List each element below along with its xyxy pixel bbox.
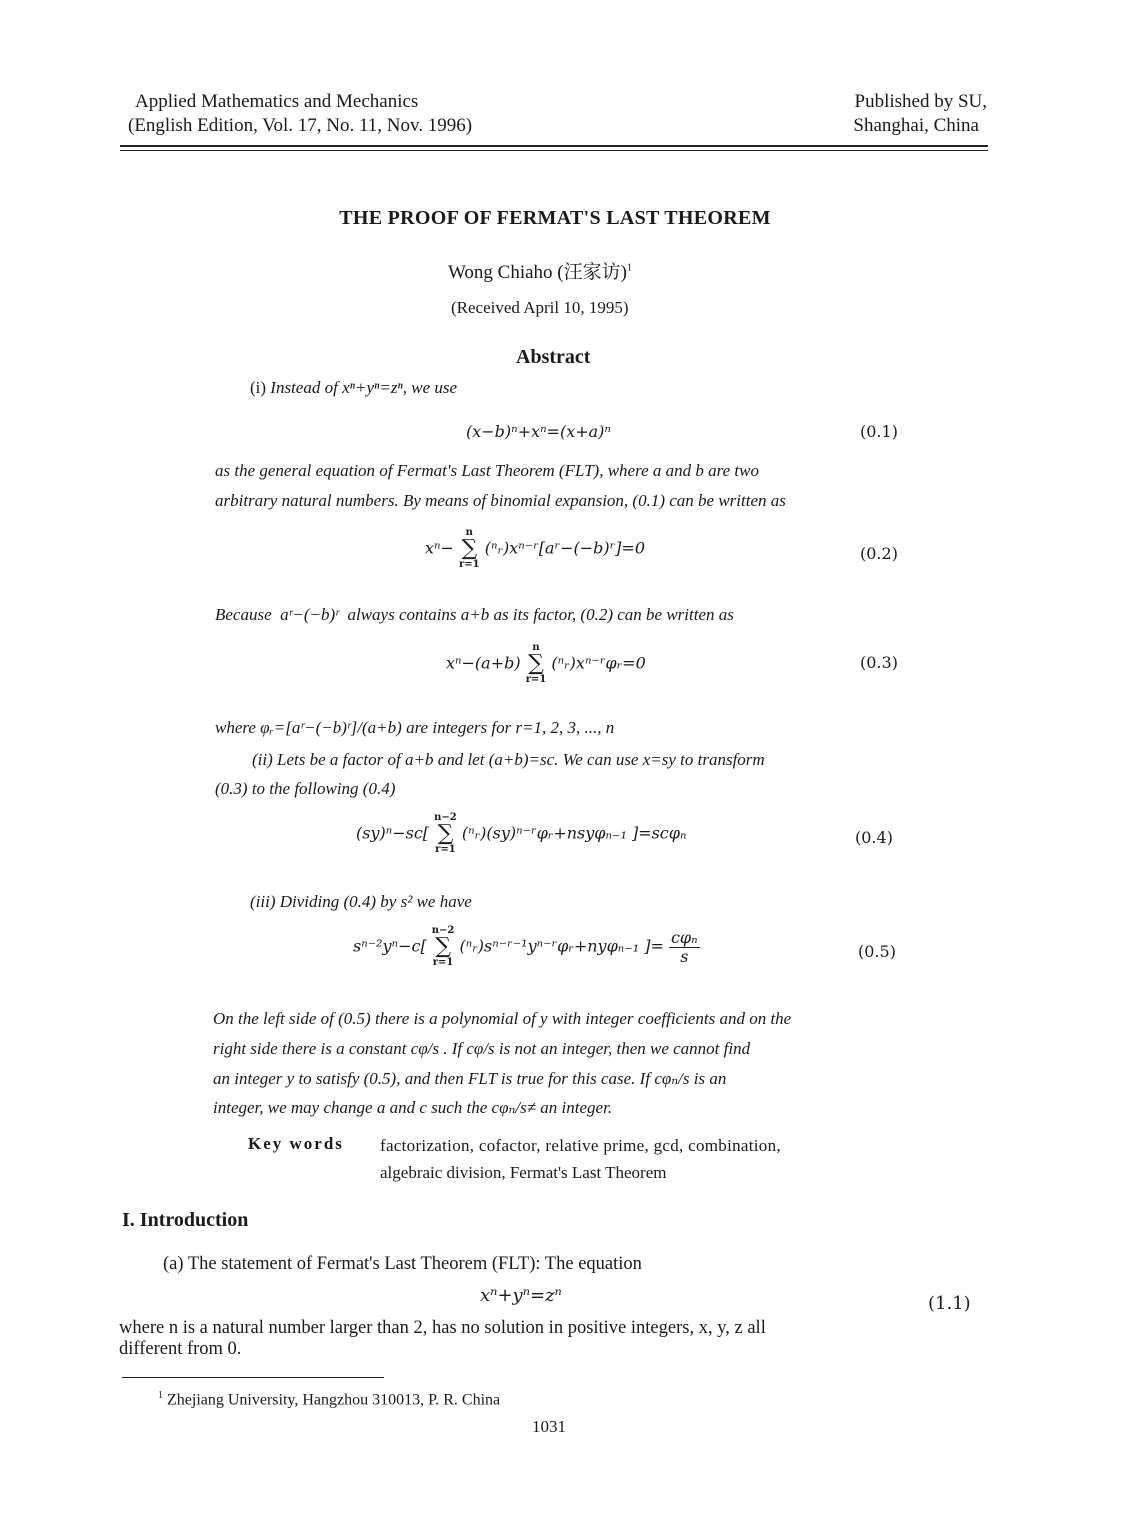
footnote-rule <box>122 1377 384 1378</box>
equation-0-3-number: (0.3) <box>860 653 898 672</box>
sum-upper-limit: n−2 <box>434 812 457 823</box>
equation-0-2-right: (ⁿᵣ)xⁿ⁻ʳ[aʳ−(−b)ʳ]=0 <box>484 538 646 558</box>
author-line <box>448 257 632 284</box>
sigma-icon: ∑ <box>461 536 478 561</box>
abstract-p5-line1: (ii) Lets be a factor of a+b and let (a+b)=sc. We can use x=sy to transform <box>252 750 765 769</box>
journal-name: Applied Mathematics and Mechanics <box>135 91 419 112</box>
sum-upper-limit: n <box>465 527 473 538</box>
abstract-p3-a: Because <box>215 605 272 624</box>
equation-0-2 <box>425 528 645 570</box>
sum-operator <box>432 926 455 968</box>
equation-0-4 <box>356 813 686 855</box>
abstract-p3 <box>215 604 734 626</box>
footnote-mark: 1 <box>158 1390 163 1401</box>
header-rule-top <box>120 145 988 147</box>
intro-p2-line1: where n is a natural number larger than 2, has no solution in positive integers, x, y, z all <box>119 1318 766 1338</box>
abstract-p2-line1: as the general equation of Fermat's Last Theorem (FLT), where a and b are two <box>215 461 759 480</box>
sigma-icon: ∑ <box>435 934 451 959</box>
abstract-p1-text: Instead of <box>270 378 338 397</box>
equation-1-1: xⁿ+yⁿ=zⁿ <box>480 1285 562 1306</box>
keywords-line1: factorization, cofactor, relative prime, gcd, combination, <box>380 1136 781 1155</box>
keywords-label <box>248 1134 344 1154</box>
sum-upper-limit: n <box>532 642 540 653</box>
equation-0-5-number: (0.5) <box>858 942 896 961</box>
sum-lower-limit: r=1 <box>435 844 456 855</box>
abstract-p7-line3: an integer y to satisfy (0.5), and then FLT is true for this case. If cφₙ/s is an <box>213 1069 727 1088</box>
intro-p1: (a) The statement of Fermat's Last Theorem (FLT): The equation <box>163 1254 642 1274</box>
publisher-location: Shanghai, China <box>853 115 979 136</box>
abstract-p7-line2: right side there is a constant cφ/s . If cφ/s is not an integer, then we cannot find <box>213 1039 751 1058</box>
keywords-label-text: Key words <box>248 1134 344 1153</box>
sum-lower-limit: r=1 <box>459 559 480 570</box>
sigma-icon: ∑ <box>437 821 454 846</box>
equation-0-4-right: (ⁿᵣ)(sy)ⁿ⁻ʳφᵣ+nsyφₙ₋₁ ]=scφₙ <box>461 823 687 843</box>
equation-0-3 <box>446 643 646 685</box>
sum-upper-limit: n−2 <box>431 925 455 936</box>
equation-0-3-left: xⁿ−(a+b) <box>446 653 521 673</box>
section-heading-introduction: I. Introduction <box>122 1209 249 1231</box>
abstract-p1-suffix: , we use <box>402 378 458 397</box>
equation-0-3-right: (ⁿᵣ)xⁿ⁻ʳφᵣ=0 <box>551 653 646 673</box>
equation-1-1-number: (1.1) <box>928 1293 971 1314</box>
abstract-p7-line4: integer, we may change a and c such the cφₙ/s≠ an integer. <box>213 1098 613 1117</box>
abstract-p5-line2: (0.3) to the following (0.4) <box>215 779 396 798</box>
equation-0-5 <box>353 926 700 968</box>
intro-p2-line2: different from 0. <box>119 1339 242 1359</box>
footnote-text: Zhejiang University, Hangzhou 310013, P. R. China <box>167 1391 501 1409</box>
abstract-p6: (iii) Dividing (0.4) by s² we have <box>250 892 472 911</box>
fraction-denominator: s <box>680 946 689 966</box>
equation-0-5-mid: (ⁿᵣ)sⁿ⁻ʳ⁻¹yⁿ⁻ʳφᵣ+nyφₙ₋₁ ]= <box>459 936 664 956</box>
author-name: Wong Chiaho (汪家访) <box>448 262 627 283</box>
header-rule-bottom <box>120 150 988 151</box>
equation-0-2-number: (0.2) <box>860 544 898 563</box>
sum-operator <box>434 813 457 855</box>
equation-0-4-left: (sy)ⁿ−sc[ <box>356 823 430 843</box>
sum-lower-limit: r=1 <box>525 674 547 685</box>
keywords-line2: algebraic division, Fermat's Last Theorem <box>380 1163 667 1182</box>
equation-0-2-left: xⁿ− <box>425 538 454 558</box>
sum-lower-limit: r=1 <box>432 957 454 968</box>
equation-0-1-number: (0.1) <box>860 422 898 441</box>
abstract-p1-prefix: (i) <box>250 378 267 397</box>
abstract-p1 <box>250 377 457 399</box>
abstract-p4-a: where <box>215 718 256 737</box>
received-date: (Received April 10, 1995) <box>451 298 629 317</box>
footnote <box>158 1390 500 1409</box>
fraction <box>669 929 700 965</box>
fraction-numerator: cφₙ <box>670 927 698 947</box>
abstract-p4 <box>215 717 614 739</box>
abstract-heading: Abstract <box>516 346 591 368</box>
sigma-icon: ∑ <box>528 651 544 676</box>
author-note-mark: 1 <box>626 262 632 274</box>
abstract-p1-equation: xⁿ+yⁿ=zⁿ <box>342 378 403 397</box>
sum-operator <box>459 528 480 570</box>
abstract-p2-line2: arbitrary natural numbers. By means of binomial expansion, (0.1) can be written as <box>215 491 786 510</box>
journal-edition: (English Edition, Vol. 17, No. 11, Nov. 1996) <box>128 115 473 136</box>
abstract-p7-line1: On the left side of (0.5) there is a polynomial of y with integer coefficients and on the <box>213 1009 792 1028</box>
equation-0-5-left: sⁿ⁻²yⁿ−c[ <box>353 936 427 956</box>
equation-0-1: (x−b)ⁿ+xⁿ=(x+a)ⁿ <box>466 422 611 441</box>
abstract-p4-b: are integers for r=1, 2, 3, ..., n <box>406 718 615 737</box>
paper-title: THE PROOF OF FERMAT'S LAST THEOREM <box>339 207 771 229</box>
equation-0-4-number: (0.4) <box>855 828 893 847</box>
page-number: 1031 <box>532 1417 566 1436</box>
abstract-p4-equation: φᵣ=[aʳ−(−b)ʳ]/(a+b) <box>260 718 402 737</box>
abstract-p3-b: always contains a+b as its factor, (0.2) can be written as <box>347 605 734 624</box>
abstract-p3-equation: aʳ−(−b)ʳ <box>280 605 339 624</box>
sum-operator <box>526 643 547 685</box>
publisher: Published by SU, <box>854 91 987 112</box>
